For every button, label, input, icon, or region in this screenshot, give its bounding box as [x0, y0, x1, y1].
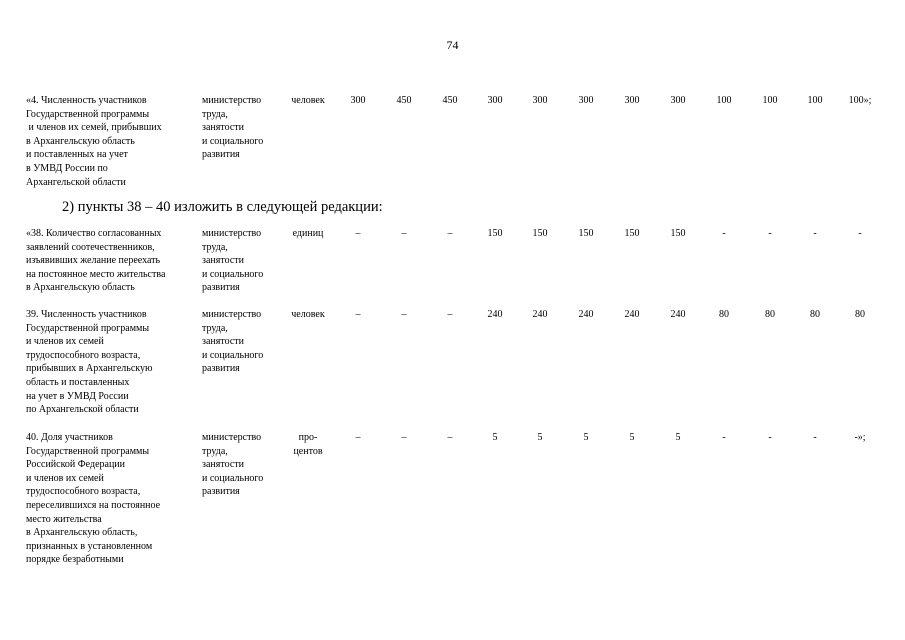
- value-cell: 300: [532, 95, 548, 106]
- value-cell: 80: [810, 309, 820, 320]
- value-cell: -: [858, 228, 862, 239]
- value-cell: 240: [578, 309, 594, 320]
- value-cell: 5: [492, 432, 498, 443]
- unit-row-39: человек: [291, 309, 325, 320]
- value-cell: 240: [532, 309, 548, 320]
- section-heading: 2) пункты 38 – 40 изложить в следующей редакции:: [62, 199, 383, 215]
- value-cell: –: [401, 228, 407, 239]
- value-cell: 5: [629, 432, 635, 443]
- value-cell: 80: [765, 309, 775, 320]
- value-cell: –: [355, 432, 361, 443]
- value-cell: 100: [716, 95, 732, 106]
- value-cell: -: [768, 228, 772, 239]
- unit-row-4: человек: [291, 95, 325, 106]
- value-cell: 150: [624, 228, 640, 239]
- value-cell: 150: [670, 228, 686, 239]
- value-cell: 450: [442, 95, 458, 106]
- value-cell: 240: [624, 309, 640, 320]
- page-number: 74: [446, 38, 459, 52]
- value-cell: –: [355, 309, 361, 320]
- value-cell: –: [447, 228, 453, 239]
- value-cell: 300: [670, 95, 686, 106]
- value-cell: 80: [719, 309, 729, 320]
- value-cell: 100: [762, 95, 778, 106]
- value-cell: –: [447, 309, 453, 320]
- value-cell: –: [401, 309, 407, 320]
- value-cell: -: [722, 432, 726, 443]
- value-cell: -: [768, 432, 772, 443]
- indicator-row-38: «38. Количество согласованных заявлений соотечественников, изъявивших желание переехать на постоянное место жительства в Архангельскую область: [26, 228, 166, 294]
- value-cell: 150: [532, 228, 548, 239]
- value-cell: 150: [487, 228, 503, 239]
- value-cell: 240: [487, 309, 503, 320]
- value-cell: –: [447, 432, 453, 443]
- value-cell: –: [355, 228, 361, 239]
- indicator-row-40: 40. Доля участников Государственной программы Российской Федерации и членов их семей трудоспособного возраста, переселившихся на постоянное место жительства в Архангельскую область, признанных в установленном порядке безработными: [26, 432, 161, 566]
- value-cell: 300: [350, 95, 366, 106]
- value-cell: 5: [583, 432, 589, 443]
- ministry-row-39: министерство труда, занятости и социального развития: [202, 309, 264, 375]
- value-cell: 240: [670, 309, 686, 320]
- value-cell: 80: [855, 309, 865, 320]
- indicator-row-4: «4. Численность участников Государственной программы и членов их семей, прибывших в Архангельскую область и поставленных на учет в УМВД России по Архангельской области: [26, 95, 162, 188]
- value-cell: –: [401, 432, 407, 443]
- value-cell: 300: [487, 95, 503, 106]
- ministry-row-40: министерство труда, занятости и социального развития: [202, 432, 264, 498]
- value-cell: 300: [578, 95, 594, 106]
- value-cell: 300: [624, 95, 640, 106]
- value-cell: -: [722, 228, 726, 239]
- value-cell: -: [813, 228, 817, 239]
- value-cell: 450: [396, 95, 412, 106]
- value-cell: 100»;: [848, 95, 872, 106]
- value-cell: 150: [578, 228, 594, 239]
- unit-row-40: про- центов: [293, 432, 323, 457]
- value-cell: 5: [675, 432, 681, 443]
- value-cell: -»;: [854, 432, 866, 443]
- ministry-row-38: министерство труда, занятости и социального развития: [202, 228, 264, 294]
- ministry-row-4: министерство труда, занятости и социального развития: [202, 95, 264, 161]
- unit-row-38: единиц: [292, 228, 324, 239]
- indicator-row-39: 39. Численность участников Государственной программы и членов их семей трудоспособного возраста, прибывших в Архангельскую область и поставленных на учет в УМВД России по Архангельской области: [26, 309, 153, 416]
- value-cell: 5: [537, 432, 543, 443]
- value-cell: 100: [807, 95, 823, 106]
- value-cell: -: [813, 432, 817, 443]
